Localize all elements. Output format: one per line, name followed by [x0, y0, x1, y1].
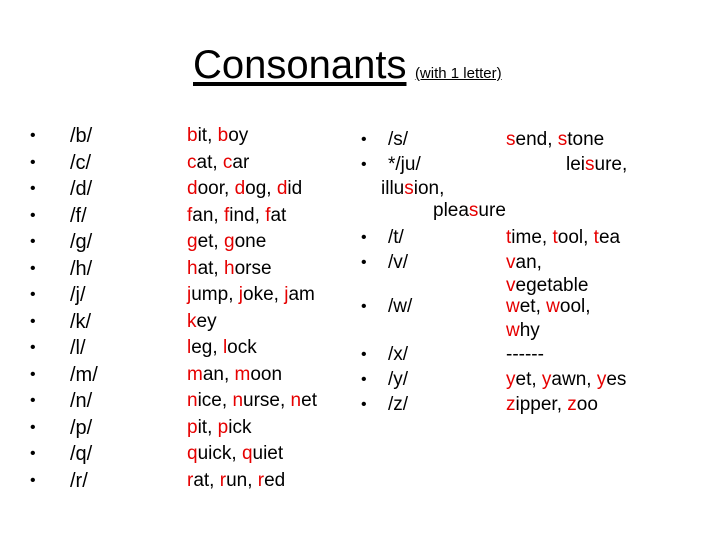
- text-segment: hy: [519, 320, 540, 341]
- highlight-letter: p: [217, 416, 229, 438]
- highlight-letter: t: [552, 227, 558, 248]
- text-segment: awn,: [551, 369, 597, 390]
- text-segment: oy: [228, 125, 249, 146]
- text-segment: et,: [515, 369, 542, 390]
- text-segment: ump,: [191, 284, 239, 305]
- text-segment: oo: [576, 394, 598, 415]
- example-item: [187, 309, 317, 336]
- right-example-item: [506, 226, 620, 250]
- highlight-letter: q: [187, 443, 198, 464]
- example-item: [187, 335, 317, 362]
- example-item: [187, 441, 317, 468]
- text-segment: tone: [567, 129, 605, 150]
- highlight-letter: p: [187, 416, 198, 438]
- text-segment: ock: [227, 337, 257, 358]
- highlight-letter: l: [187, 337, 192, 358]
- text-segment: et: [301, 390, 317, 411]
- right-sound-item: • /v/: [388, 251, 408, 275]
- right-example-item: [506, 368, 626, 392]
- highlight-letter: f: [223, 204, 230, 226]
- text-segment: id: [287, 178, 303, 199]
- right-example-item: [506, 393, 598, 417]
- highlight-letter: y: [506, 369, 516, 390]
- highlight-letter: k: [187, 310, 197, 332]
- highlight-letter: l: [222, 337, 228, 358]
- highlight-letter: n: [290, 390, 302, 411]
- text-segment: ea: [598, 227, 621, 248]
- text-segment: oon: [250, 363, 283, 385]
- text-segment: ar: [232, 151, 250, 173]
- right-sound-item: • /y/: [388, 368, 408, 392]
- highlight-letter: v: [506, 275, 516, 296]
- highlight-letter: z: [567, 394, 577, 415]
- highlight-letter: r: [257, 469, 265, 491]
- example-item: [187, 362, 317, 389]
- highlight-letter: q: [241, 443, 253, 464]
- sound-item: • /c/: [70, 150, 98, 177]
- text-segment: oke,: [243, 284, 285, 305]
- text-segment: ice,: [197, 390, 233, 411]
- highlight-letter: s: [468, 200, 479, 221]
- text-segment: an,: [515, 252, 542, 273]
- example-item: [187, 415, 317, 442]
- highlight-letter: w: [506, 320, 520, 341]
- highlight-letter: w: [546, 296, 560, 317]
- highlight-letter: d: [187, 178, 198, 199]
- text-segment: oor,: [197, 178, 235, 199]
- text-segment: end,: [515, 129, 558, 150]
- highlight-letter: c: [187, 151, 197, 173]
- text-segment: ------: [506, 344, 544, 365]
- right-example-item: [506, 319, 540, 343]
- right-sound-item: • /s/: [388, 128, 408, 152]
- right-sound-item: • /t/: [388, 226, 404, 250]
- sound-item: • /p/: [70, 415, 98, 442]
- highlight-letter: d: [276, 178, 288, 199]
- text-segment: ool,: [557, 227, 594, 248]
- text-segment: ion,: [413, 178, 445, 199]
- right-example-item: [433, 199, 506, 223]
- text-segment: ool,: [559, 296, 591, 317]
- text-segment: urse,: [243, 390, 291, 411]
- right-example-item: [381, 177, 444, 201]
- text-segment: es: [606, 369, 627, 390]
- text-segment: plea: [433, 200, 469, 221]
- text-segment: et,: [519, 296, 547, 317]
- highlight-letter: f: [187, 204, 193, 226]
- highlight-letter: n: [232, 390, 244, 411]
- text-segment: ipper,: [515, 394, 568, 415]
- sound-item: • /q/: [70, 441, 98, 468]
- text-segment: at: [270, 204, 287, 226]
- example-item: [187, 229, 317, 256]
- text-segment: ey: [196, 310, 217, 332]
- text-segment: lei: [566, 154, 586, 175]
- sound-item: • /h/: [70, 256, 98, 283]
- right-example-item: [506, 251, 542, 275]
- highlight-letter: r: [187, 469, 194, 491]
- highlight-letter: m: [187, 363, 203, 385]
- sound-item: • /m/: [70, 362, 98, 389]
- slide-title: [193, 43, 502, 88]
- text-segment: at,: [193, 469, 220, 491]
- highlight-letter: c: [222, 151, 233, 173]
- text-segment: ure,: [594, 154, 628, 175]
- right-example-item: [506, 295, 591, 319]
- text-segment: am: [288, 284, 315, 305]
- highlight-letter: h: [223, 257, 235, 279]
- highlight-letter: s: [506, 129, 516, 150]
- highlight-letter: t: [593, 227, 599, 248]
- highlight-letter: b: [187, 125, 198, 146]
- highlight-letter: d: [234, 178, 246, 199]
- title-subtitle: (with 1 letter): [414, 65, 502, 82]
- right-sound-item: • /w/: [388, 295, 412, 319]
- sound-item: • /g/: [70, 229, 98, 256]
- highlight-letter: b: [217, 125, 229, 146]
- highlight-letter: g: [223, 231, 235, 252]
- example-item: [187, 176, 317, 203]
- text-segment: an,: [202, 363, 235, 385]
- text-segment: an,: [192, 204, 224, 226]
- sound-item: • /d/: [70, 176, 98, 203]
- example-item: [187, 123, 317, 150]
- sound-item: • /r/: [70, 468, 98, 495]
- highlight-letter: r: [219, 469, 227, 491]
- right-sound-item: • */ju/: [388, 153, 421, 177]
- example-item: [187, 203, 317, 230]
- sound-list-left: [70, 123, 98, 494]
- right-sound-item: • /x/: [388, 343, 408, 367]
- highlight-letter: s: [557, 129, 568, 150]
- right-example-item: [566, 153, 627, 177]
- highlight-letter: g: [187, 231, 198, 252]
- highlight-letter: s: [585, 154, 595, 175]
- right-sound-item: • /z/: [388, 393, 408, 417]
- text-segment: at,: [197, 257, 224, 279]
- example-item: [187, 468, 317, 495]
- sound-item: • /f/: [70, 203, 98, 230]
- highlight-letter: w: [506, 296, 520, 317]
- sound-item: • /n/: [70, 388, 98, 415]
- example-list-left: [187, 123, 317, 494]
- right-example-item: [506, 343, 544, 367]
- highlight-letter: j: [187, 284, 192, 305]
- sound-item: • /l/: [70, 335, 98, 362]
- text-segment: ed: [264, 469, 286, 491]
- highlight-letter: j: [284, 284, 289, 305]
- text-segment: egetable: [515, 275, 589, 296]
- highlight-letter: f: [265, 204, 271, 226]
- text-segment: orse: [234, 257, 272, 279]
- highlight-letter: y: [541, 369, 552, 390]
- text-segment: uick,: [197, 443, 242, 464]
- highlight-letter: v: [506, 252, 516, 273]
- example-item: [187, 256, 317, 283]
- right-example-item: [506, 128, 604, 152]
- highlight-letter: y: [596, 369, 607, 390]
- highlight-letter: m: [234, 363, 251, 385]
- text-segment: et,: [197, 231, 224, 252]
- example-item: [187, 282, 317, 309]
- text-segment: at,: [196, 151, 223, 173]
- text-segment: one: [234, 231, 267, 252]
- title-main: Consonants: [193, 43, 407, 87]
- text-segment: it,: [197, 416, 218, 438]
- example-item: [187, 150, 317, 177]
- text-segment: ind,: [229, 204, 266, 226]
- text-segment: ick: [228, 416, 252, 438]
- highlight-letter: t: [506, 227, 512, 248]
- sound-item: • /k/: [70, 309, 98, 336]
- highlight-letter: j: [238, 284, 243, 305]
- sound-item: • /j/: [70, 282, 98, 309]
- text-segment: og,: [245, 178, 277, 199]
- text-segment: illu: [381, 178, 405, 199]
- highlight-letter: n: [187, 390, 198, 411]
- text-segment: uiet: [252, 443, 284, 464]
- text-segment: ime,: [511, 227, 553, 248]
- text-segment: eg,: [191, 337, 223, 358]
- sound-item: • /b/: [70, 123, 98, 150]
- highlight-letter: h: [187, 257, 198, 279]
- highlight-letter: z: [506, 394, 516, 415]
- example-item: [187, 388, 317, 415]
- text-segment: it,: [197, 125, 218, 146]
- highlight-letter: s: [404, 178, 414, 199]
- text-segment: un,: [226, 469, 258, 491]
- text-segment: ure: [478, 200, 506, 221]
